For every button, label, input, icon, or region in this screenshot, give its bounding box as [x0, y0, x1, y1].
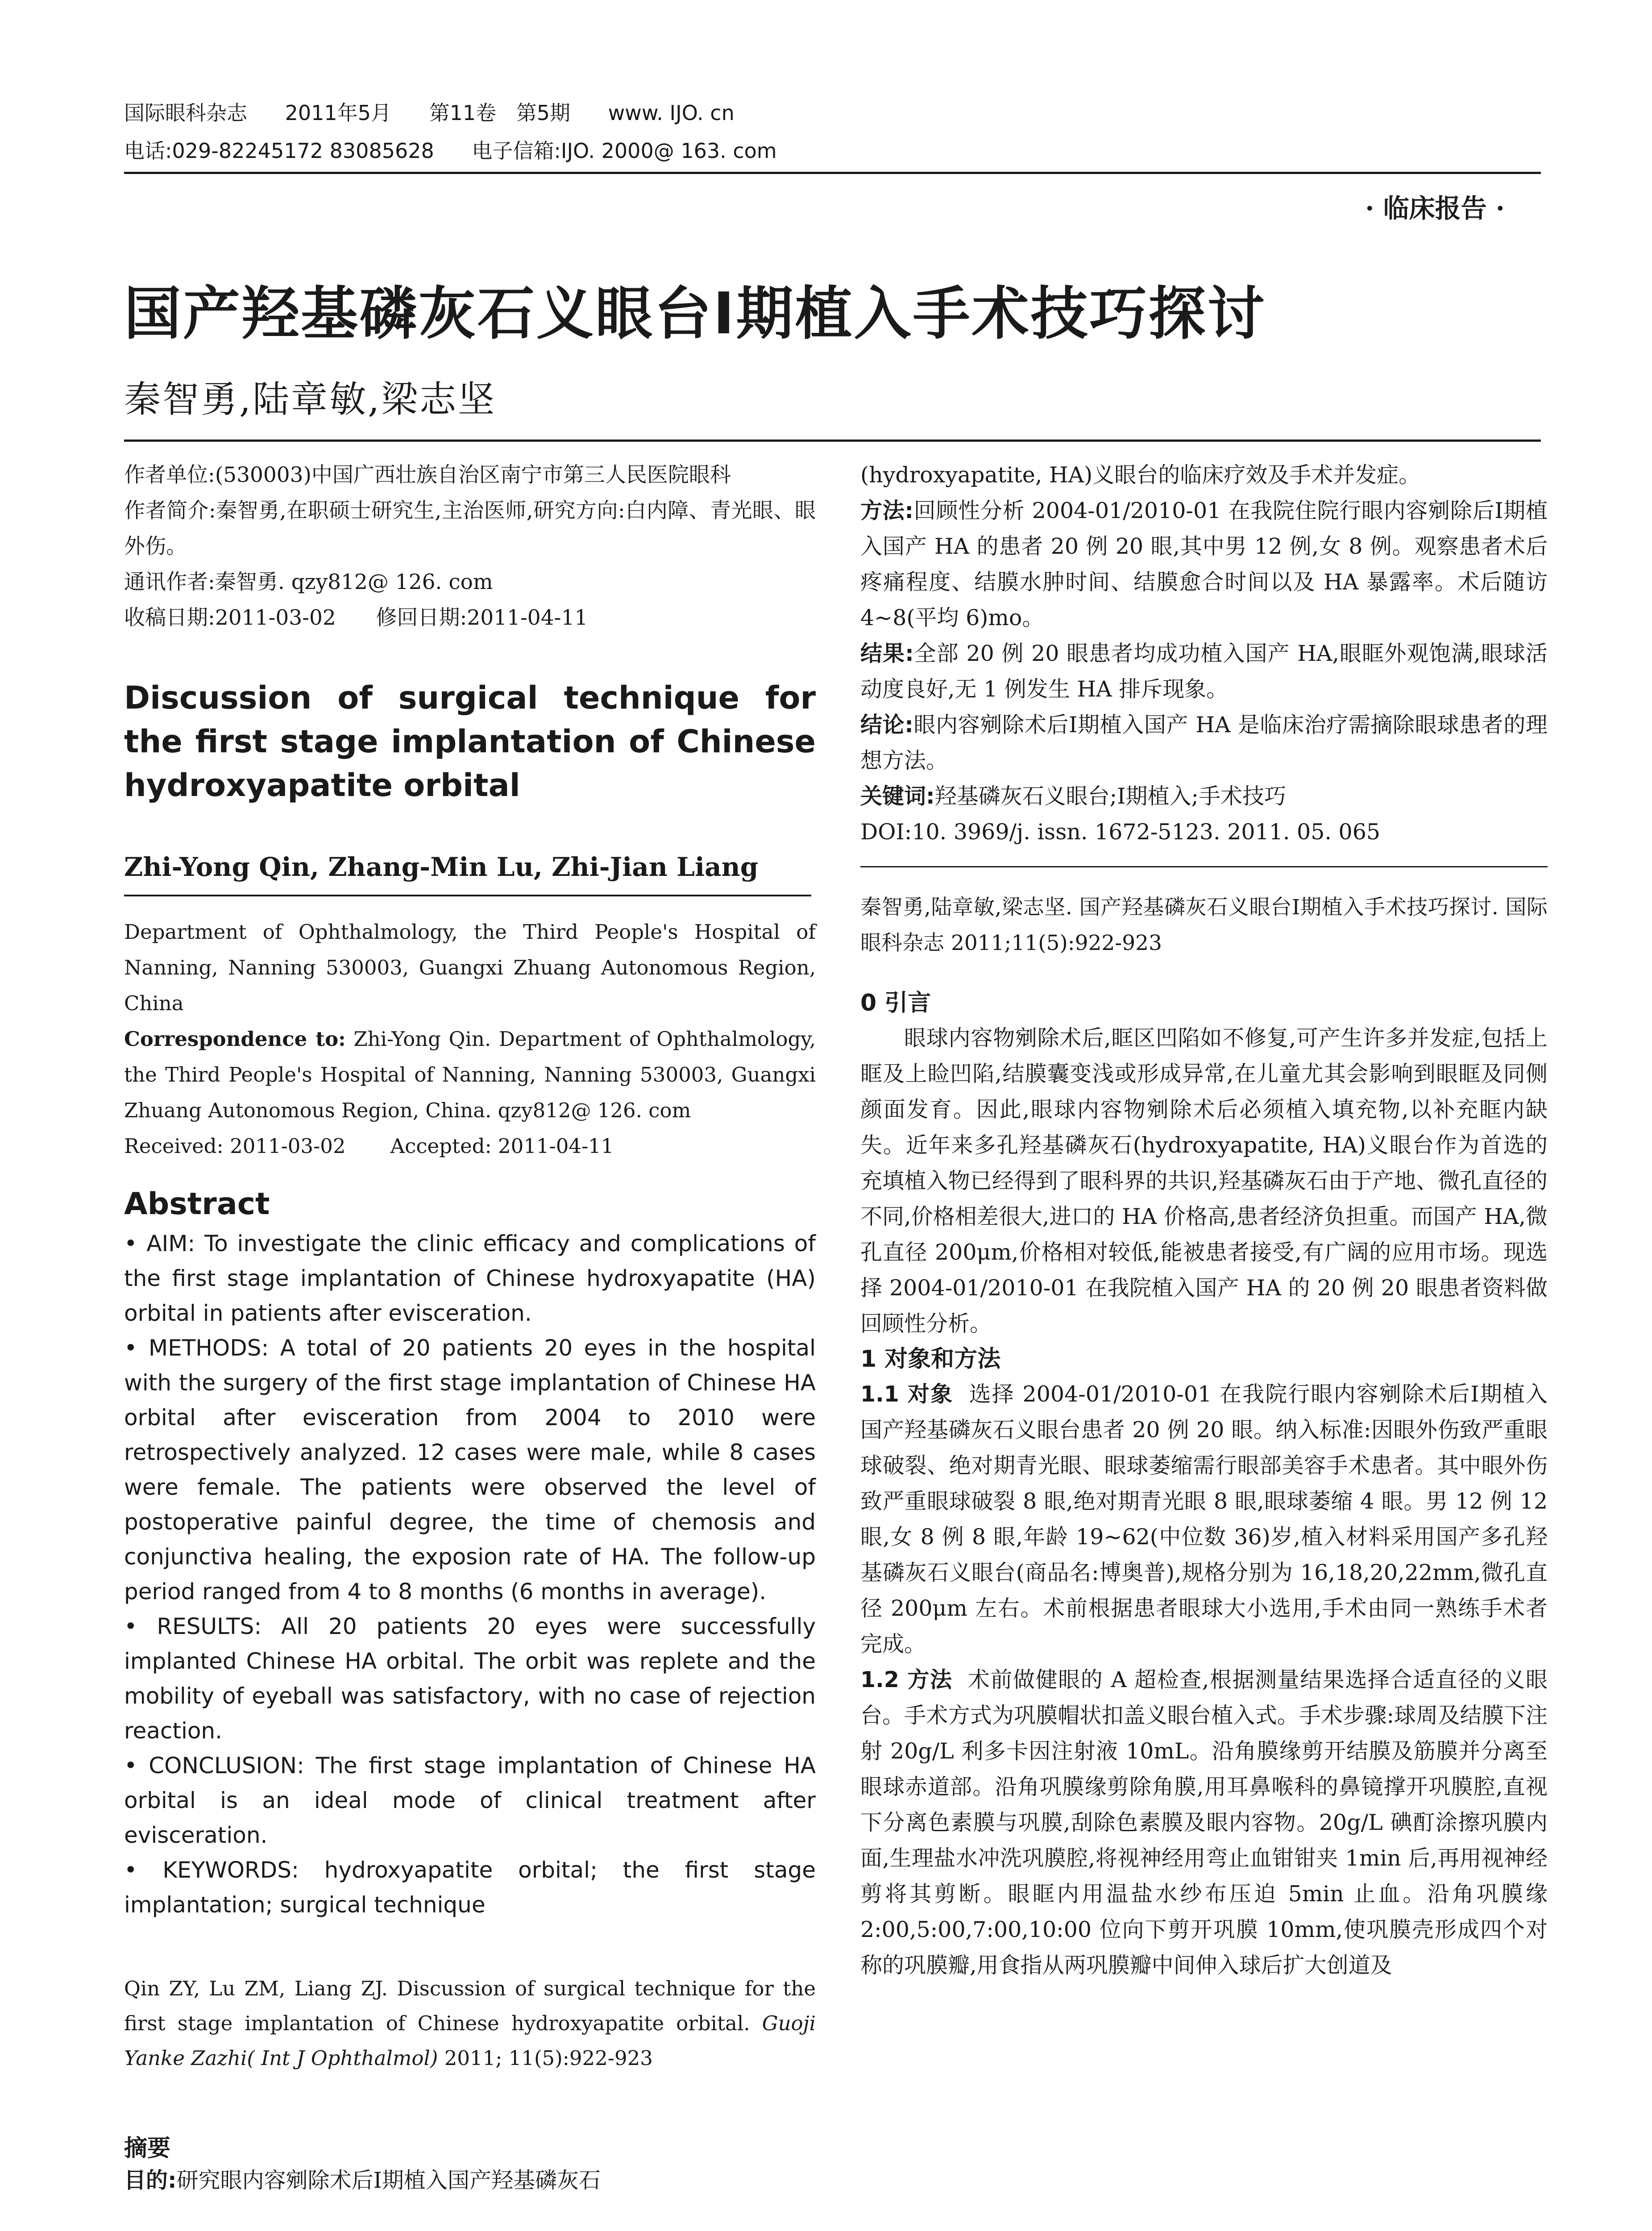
journal-email: 电子信箱:IJO. 2000@ 163. com [472, 139, 777, 163]
department-en [124, 914, 816, 1164]
section-1-2-text: 术前做健眼的 A 超检查,根据测量结果选择合适直径的义眼台。手术方式为巩膜帽状扣盖义眼台植入式。手术步骤:球周及结膜下注射 20g/L 利多卡因注射液 10mL。沿角膜缘剪开结膜及筋膜并分离至眼球赤道部。沿角巩膜缘剪除角膜,用耳鼻喉科的鼻镜撑开巩膜腔,直视下分离色素膜与巩膜,刮除色素膜及眼内容物。20g/L 碘酊涂擦巩膜内面,生理盐水冲洗巩膜腔,将视神经用弯止血钳钳夹 1min 后,再用视神经剪将其剪断。眼眶内用温盐水纱布压迫 5min 止血。沿角巩膜缘 2:00,5:00,7:00,10:00 位向下剪开巩膜 10mm,使巩膜壳形成四个对称的巩膜瓣,用食指从两巩膜瓣中间伸入球后扩大创道及 [860, 1667, 1555, 1978]
header-rule [124, 440, 1541, 442]
abstract-keywords: • KEYWORDS: hydroxyapatite orbital; the first stage implantation; surgical technique [124, 1857, 816, 1918]
citation-cn: 秦智勇,陆章敏,梁志坚. 国产羟基磷灰石义眼台Ⅰ期植入手术技巧探讨. 国际眼科杂志 2011;11(5):922-923 [860, 895, 1548, 955]
authors-cn: 秦智勇,陆章敏,梁志坚 [124, 378, 497, 421]
correspondence-label: Correspondence to: [124, 1027, 346, 1051]
conclusion-label-cn: 结论: [860, 712, 913, 738]
article-title-en: Discussion of surgical technique for the first stage implantation of Chinese hydroxyapatite orbital [124, 680, 816, 804]
keywords-label-cn: 关键词: [860, 784, 935, 809]
aim-text-cn: 研究眼内容剜除术后Ⅰ期植入国产羟基磷灰石 [176, 2168, 601, 2193]
received-accepted: Received: 2011-03-02 Accepted: 2011-04-11 [124, 1134, 614, 1158]
left-column [124, 457, 816, 2198]
results-label-cn: 结果: [860, 641, 914, 666]
section-1-2-label: 1.2 方法 [860, 1667, 953, 1692]
abstract-conclusion: • CONCLUSION: The first stage implantation of Chinese HA orbital is an ideal mode of clinical treatment after evisceration. [124, 1753, 816, 1848]
section-1-heading: 1 对象和方法 [860, 1346, 1001, 1373]
citation-en-volume: 2011; 11(5):922-923 [438, 2046, 653, 2070]
abstract-cn-results [860, 636, 1548, 707]
journal-name: 国际眼科杂志 [124, 101, 247, 125]
correspondence-text: Zhi-Yong Qin. Department of Ophthalmology, the Third People's Hospital of Nanning, Nanning 530003, Guangxi Zhuang Autonomous Region, China. qzy812@ 126. com [124, 1027, 816, 1122]
abstract-results: • RESULTS: All 20 patients 20 eyes were successfully implanted Chinese HA orbital. The orbit was replete and the mobility of eyeball was satisfactory, with no case of rejection reaction. [124, 1613, 816, 1744]
article-title-cn: 国产羟基磷灰石义眼台Ⅰ期植入手术技巧探讨 [124, 281, 1266, 347]
authors-rule [124, 895, 811, 896]
section-1-1-label: 1.1 对象 [860, 1381, 954, 1407]
citation-en [124, 1971, 816, 2076]
issue-date: 2011年5月 [285, 101, 391, 125]
masthead-line-1 [124, 100, 766, 125]
results-text-cn: 全部 20 例 20 眼患者均成功植入国产 HA,眼眶外观饱满,眼球活动度良好,无 1 例发生 HA 排斥现象。 [860, 641, 1548, 702]
abstract-cn-aim-cont: (hydroxyapatite, HA)义眼台的临床疗效及手术并发症。 [860, 462, 1421, 488]
journal-phone: 电话:029-82245172 83085628 [124, 139, 434, 163]
intro-heading: 0 引言 [860, 990, 931, 1016]
author-affiliation: 作者单位:(530003)中国广西壮族自治区南宁市第三人民医院眼科 [124, 463, 731, 487]
abstract-cn-heading: 摘要 [124, 2135, 171, 2162]
keywords-text-cn: 羟基磷灰石义眼台;Ⅰ期植入;手术技巧 [934, 784, 1286, 809]
section-tag: · 临床报告 · [1365, 193, 1505, 224]
masthead-rule [124, 172, 1541, 174]
section-1-2 [860, 1662, 1555, 1983]
author-bio: 作者简介:秦智勇,在职硕士研究生,主治医师,研究方向:白内障、青光眼、眼外伤。 [124, 498, 816, 559]
authors-en: Zhi-Yong Qin, Zhang-Min Lu, Zhi-Jian Liang [124, 852, 759, 882]
section-1-1-text: 选择 2004-01/2010-01 在我院行眼内容剜除术后Ⅰ期植入国产羟基磷灰石义眼台患者 20 例 20 眼。纳入标准:因眼外伤致严重眼球破裂、绝对期青光眼、眼球萎缩需行眼部美容手术患者。其中眼外伤致严重眼球破裂 8 眼,绝对期青光眼 8 眼,眼球萎缩 4 眼。男 12 例 12 眼,女 8 例 8 眼,年龄 19~62(中位数 36)岁,植入材料采用国产多孔羟基磷灰石义眼台(商品名:博奥普),规格分别为 16,18,20,22mm,微孔直径 200μm 左右。术前根据患者眼球大小选用,手术由同一熟练手术者完成。 [860, 1381, 1555, 1657]
abstract-cn-methods [860, 493, 1548, 636]
masthead-line-2 [124, 138, 808, 163]
section-1-1 [860, 1377, 1555, 1662]
methods-label-cn: 方法: [860, 498, 914, 523]
journal-website: www. IJO. cn [608, 101, 735, 125]
doi: DOI:10. 3969/j. issn. 1672-5123. 2011. 05. 065 [860, 819, 1381, 845]
department-text: Department of Ophthalmology, the Third People's Hospital of Nanning, Nanning 530003, Guangxi Zhuang Autonomous Region, China [124, 920, 816, 1015]
aim-label-cn: 目的: [124, 2168, 177, 2193]
conclusion-text-cn: 眼内容剜除术后Ⅰ期植入国产 HA 是临床治疗需摘除眼球患者的理想方法。 [860, 712, 1548, 773]
methods-text-cn: 回顾性分析 2004-01/2010-01 在我院住院行眼内容剜除后Ⅰ期植入国产 HA 的患者 20 例 20 眼,其中男 12 例,女 8 例。观察患者术后疼痛程度、结膜水肿时间、结膜愈合时间以及 HA 暴露率。术后随访 4~8(平均 6)mo。 [860, 498, 1548, 630]
abstract-aim: • AIM: To investigate the clinic efficacy and complications of the first stage implantation of Chinese hydroxyapatite (HA) orbital in patients after evisceration. [124, 1231, 816, 1326]
abstract-methods: • METHODS: A total of 20 patients 20 eyes in the hospital with the surgery of the first stage implantation of Chinese HA orbital after evisceration from 2004 to 2010 were retrospectively analyzed. 12 cases were male, while 8 cases were female. The patients were observed the level of postoperative painful degree, the time of chemosis and conjunctiva healing, the exposion rate of HA. The follow-up period ranged from 4 to 8 months (6 months in average). [124, 1335, 816, 1605]
doi-rule [860, 866, 1548, 867]
received-dates-cn: 收稿日期:2011-03-02 修回日期:2011-04-11 [124, 605, 588, 630]
keywords-cn [860, 779, 1548, 814]
abstract-cn-aim [124, 2163, 816, 2198]
right-column [860, 457, 1555, 1983]
citation-en-authors: Qin ZY, Lu ZM, Liang ZJ. Discussion of surgical technique for the first stage implantation of Chinese hydroxyapatite orbital. [124, 1977, 816, 2035]
corresponding-author: 通讯作者:秦智勇. qzy812@ 126. com [124, 570, 493, 594]
citation-en-journal: Guoji Yanke Zazhi( Int J Ophthalmol) [124, 2011, 816, 2070]
abstract-heading: Abstract [124, 1186, 270, 1222]
abstract-cn-conclusion [860, 707, 1548, 779]
issue-number: 第5期 [516, 101, 571, 125]
intro-text: 眼球内容物剜除术后,眶区凹陷如不修复,可产生许多并发症,包括上眶及上睑凹陷,结膜囊变浅或形成异常,在儿童尤其会影响到眼眶及同侧颜面发育。因此,眼球内容物剜除术后必须植入填充物,以补充眶内缺失。近年来多孔羟基磷灰石(hydroxyapatite, HA)义眼台作为首选的充填植入物已经得到了眼科界的共识,羟基磷灰石由于产地、微孔直径的不同,价格相差很大,进口的 HA 价格高,患者经济负担重。而国产 HA,微孔直径 200μm,价格相对较低,能被患者接受,有广阔的应用市场。现选择 2004-01/2010-01 在我院植入国产 HA 的 20 例 20 眼患者资料做回顾性分析。 [860, 1025, 1548, 1336]
issue-volume: 第11卷 [429, 101, 497, 125]
